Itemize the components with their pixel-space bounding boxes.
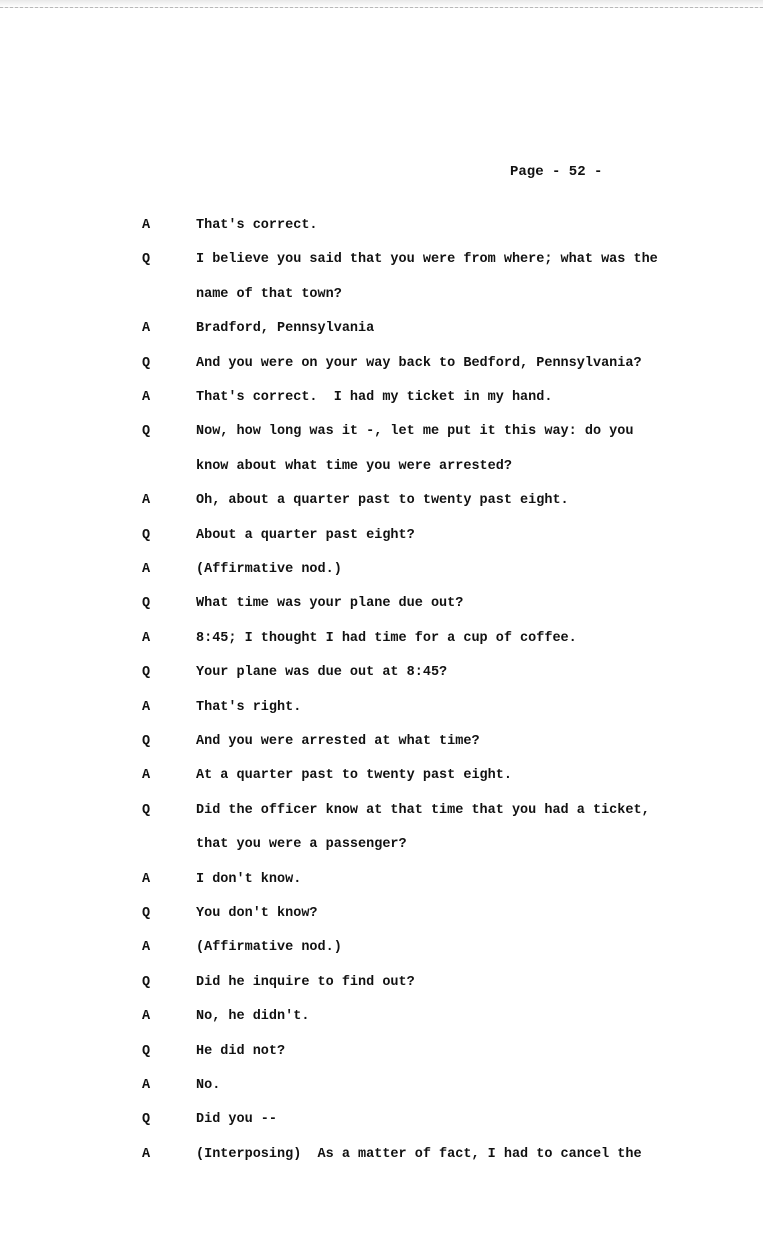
speaker-label: Q [142, 1043, 151, 1059]
transcript-line [0, 285, 763, 305]
speaker-label: Q [142, 1112, 151, 1128]
line-text: That's correct. I had my ticket in my hand. [196, 390, 553, 405]
line-text: No. [196, 1078, 221, 1093]
line-text: Oh, about a quarter past to twenty past eight. [196, 493, 569, 509]
speaker-label: A [142, 1146, 151, 1162]
speaker-label: Q [142, 734, 151, 749]
transcript-line [0, 560, 763, 580]
speaker-label: Q [142, 974, 151, 990]
line-text: No, he didn't. [196, 1009, 310, 1025]
transcript-line [0, 250, 763, 270]
transcript-line [0, 766, 763, 786]
line-text: Now, how long was it -, let me put it this way: do you [196, 424, 634, 440]
speaker-label: Q [142, 665, 151, 681]
transcript-line [0, 491, 763, 511]
page-number: Page - 52 - [510, 164, 603, 180]
speaker-label: Q [142, 424, 151, 440]
speaker-label: A [142, 493, 151, 509]
speaker-label: Q [142, 252, 151, 268]
page-top-edge [0, 0, 763, 8]
line-text: Did you -- [196, 1112, 278, 1128]
line-text: And you were arrested at what time? [196, 734, 480, 749]
transcript-line [0, 629, 763, 649]
speaker-label: Q [142, 355, 151, 371]
speaker-label: A [142, 390, 151, 405]
transcript-line [0, 870, 763, 890]
transcript-line [0, 801, 763, 821]
transcript-line [0, 388, 763, 408]
line-text: (Affirmative nod.) [196, 940, 342, 956]
line-text: What time was your plane due out? [196, 596, 464, 612]
transcript-line [0, 973, 763, 993]
line-text: You don't know? [196, 906, 318, 921]
line-text: I don't know. [196, 871, 302, 887]
transcript-line [0, 663, 763, 683]
speaker-label: A [142, 630, 151, 646]
transcript-line [0, 354, 763, 374]
transcript-line [0, 1110, 763, 1130]
line-text: About a quarter past eight? [196, 527, 415, 543]
line-text: (Interposing) As a matter of fact, I had to cancel the [196, 1146, 642, 1162]
transcript-line [0, 1145, 763, 1165]
transcript-line [0, 904, 763, 924]
speaker-label: A [142, 940, 151, 956]
transcript-line [0, 938, 763, 958]
transcript-line [0, 319, 763, 339]
line-text: Did the officer know at that time that you had a ticket, [196, 802, 650, 818]
line-text: that you were a passenger? [196, 837, 407, 853]
line-text: He did not? [196, 1043, 286, 1059]
transcript-line [0, 1076, 763, 1096]
speaker-label: A [142, 871, 151, 887]
line-text: (Affirmative nod.) [196, 562, 342, 577]
line-text: Bradford, Pennsylvania [196, 321, 375, 337]
transcript-line [0, 1042, 763, 1062]
line-text: Did he inquire to find out? [196, 974, 415, 990]
transcript-line [0, 457, 763, 477]
line-text: I believe you said that you were from where; what was the [196, 252, 658, 268]
speaker-label: Q [142, 802, 151, 818]
speaker-label: Q [142, 596, 151, 612]
line-text: That's correct. [196, 218, 318, 233]
line-text: At a quarter past to twenty past eight. [196, 768, 512, 784]
line-text: 8:45; I thought I had time for a cup of coffee. [196, 630, 577, 646]
transcript-line [0, 526, 763, 546]
line-text: Your plane was due out at 8:45? [196, 665, 448, 681]
transcript-line [0, 732, 763, 752]
line-text: That's right. [196, 699, 302, 715]
speaker-label: A [142, 768, 151, 784]
speaker-label: A [142, 218, 151, 233]
speaker-label: A [142, 562, 151, 577]
transcript-line [0, 594, 763, 614]
transcript-line [0, 698, 763, 718]
line-text: know about what time you were arrested? [196, 458, 512, 474]
transcript-line [0, 1007, 763, 1027]
speaker-label: Q [142, 527, 151, 543]
transcript-line [0, 216, 763, 236]
transcript-line [0, 835, 763, 855]
line-text: And you were on your way back to Bedford, Pennsylvania? [196, 355, 642, 371]
speaker-label: Q [142, 906, 151, 921]
speaker-label: A [142, 699, 151, 715]
speaker-label: A [142, 321, 151, 337]
speaker-label: A [142, 1078, 151, 1093]
speaker-label: A [142, 1009, 151, 1025]
line-text: name of that town? [196, 286, 342, 302]
transcript-line [0, 422, 763, 442]
